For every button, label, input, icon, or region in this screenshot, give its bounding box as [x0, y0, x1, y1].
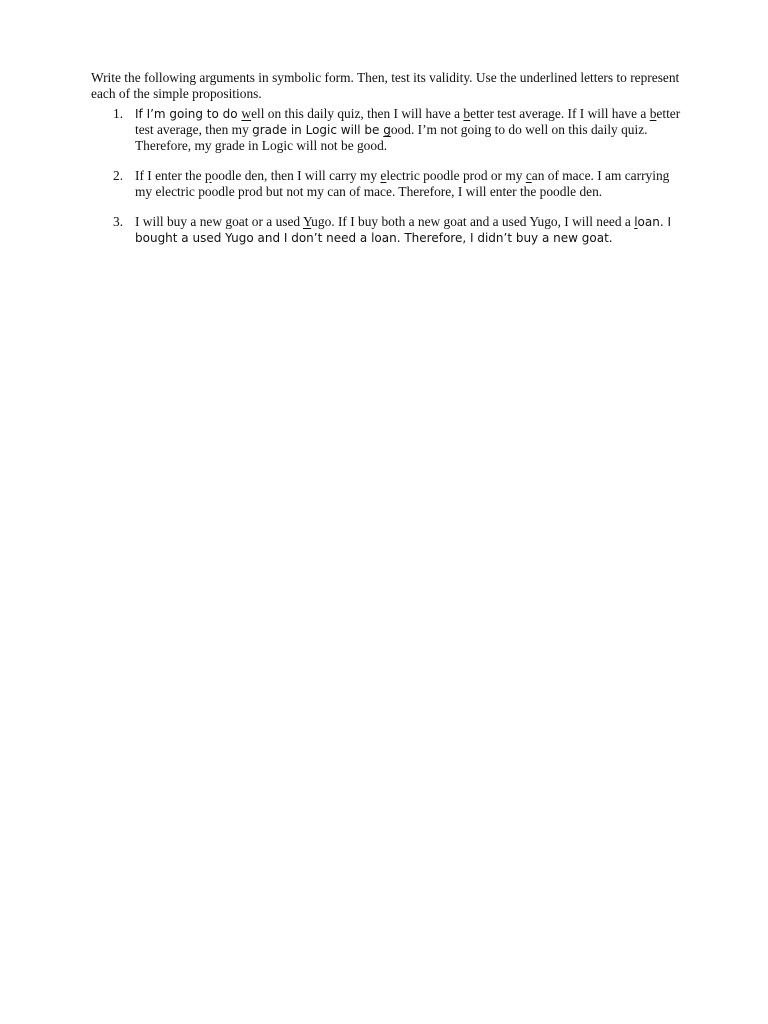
text-segment: oan. I bought a used Yugo and I don’t need a loan. Therefore, I didn’t buy a new goat.	[135, 215, 672, 245]
underlined-letter: b	[649, 106, 657, 121]
text-segment: an of mace. I am carrying my electric poodle prod but not my can of mace. Therefore, I will enter the poodle den.	[135, 168, 670, 199]
text-segment: If I’m going to do	[135, 107, 242, 121]
problem-list	[91, 106, 681, 246]
text-segment: grade in Logic will be	[252, 123, 384, 137]
underlined-letter: l	[634, 215, 638, 229]
problem-number: 1.	[113, 106, 124, 121]
text-segment: etter test average. If I will have a	[470, 106, 650, 121]
problem-text	[135, 168, 669, 199]
problem-number: 2.	[113, 168, 124, 183]
underlined-letter: w	[241, 106, 252, 121]
text-segment: ell on this daily quiz, then I will have a	[251, 106, 464, 121]
underlined-letter: Y	[302, 214, 312, 229]
underlined-letter: g	[383, 123, 391, 137]
text-segment: etter test average, then my	[135, 106, 681, 137]
problem-item-2	[91, 168, 681, 200]
underlined-letter: e	[380, 168, 387, 183]
problem-item-3	[91, 214, 681, 246]
problem-text	[135, 106, 680, 153]
underlined-letter: g	[225, 214, 233, 229]
problem-number: 3.	[113, 214, 124, 229]
underlined-letter: p	[204, 168, 212, 183]
problem-text	[135, 214, 671, 245]
text-segment: oodle den, then I will carry my	[211, 168, 381, 183]
text-segment: ood. I’m not going to do well on this daily quiz. Therefore, my grade in Logic will not be good.	[135, 122, 648, 153]
underlined-letter: c	[525, 168, 532, 183]
underlined-letter: b	[463, 106, 471, 121]
text-segment: lectric poodle prod or my	[386, 168, 526, 183]
problem-item-1	[91, 106, 681, 154]
text-segment: If I enter the	[135, 168, 205, 183]
document-content	[91, 70, 681, 260]
text-segment: oat or a used	[232, 214, 303, 229]
text-segment: ugo. If I buy both a new goat and a used Yugo, I will need a	[311, 214, 635, 229]
text-segment: I will buy a new	[135, 214, 226, 229]
instructions-paragraph: Write the following arguments in symbolic form. Then, test its validity. Use the underlined letters to represent each of the simple propositions.	[91, 70, 680, 101]
